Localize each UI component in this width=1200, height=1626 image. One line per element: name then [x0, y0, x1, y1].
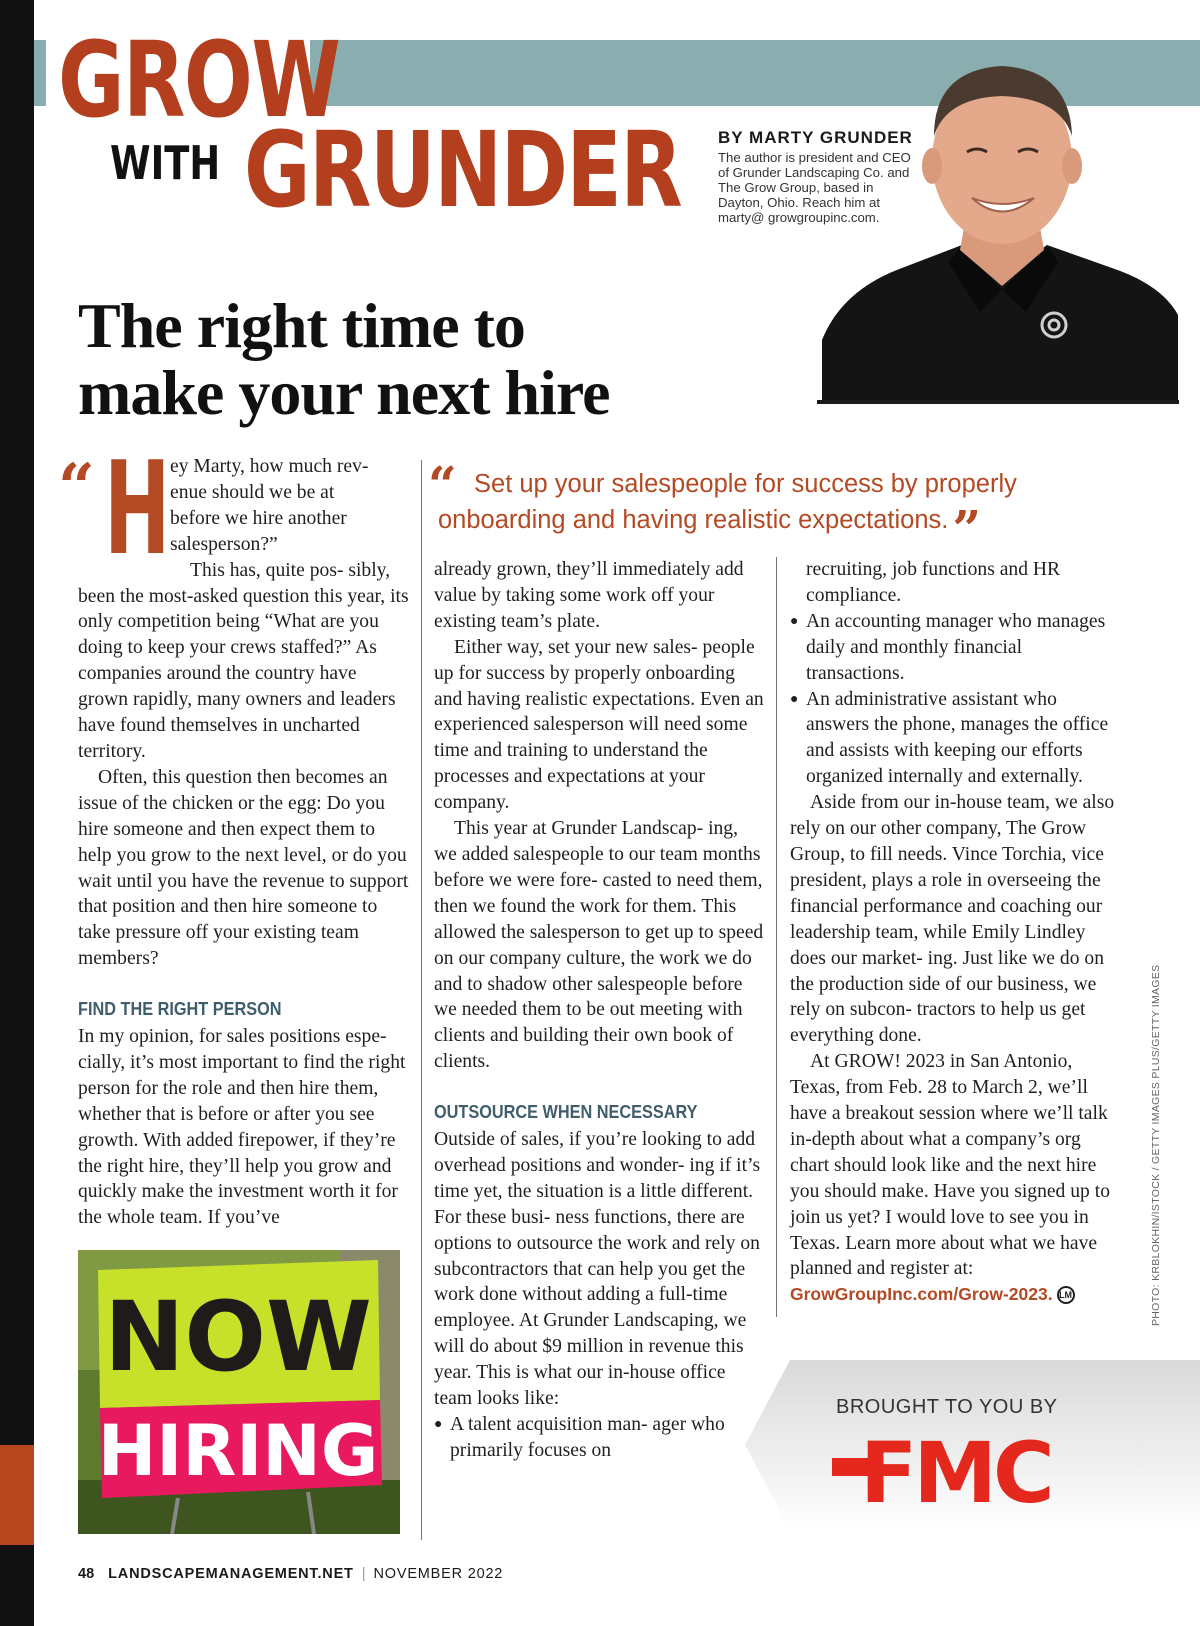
- photo-credit: PHOTO: KRBLOKHIN/ISTOCK / GETTY IMAGES PLUS/GETTY IMAGES: [1150, 964, 1162, 1326]
- author-byline: BY MARTY GRUNDER: [718, 128, 913, 147]
- section-heading: OUTSOURCE WHEN NECESSARY: [434, 1101, 698, 1123]
- body-paragraph: In my opinion, for sales positions espe- cially, it’s most important to find the right person for the role and then hire them, whether that is before or after you see growth. With added firepower, if they’re the right hire, they’ll help you grow and quickly make the investment worth it for the whole team. If you’ve: [78, 1026, 406, 1229]
- lead-line: before we hire another: [170, 507, 347, 529]
- article-headline: [78, 292, 798, 426]
- lm-end-mark-icon: LM: [1057, 1286, 1075, 1304]
- section-heading: FIND THE RIGHT PERSON: [78, 998, 282, 1020]
- body-paragraph: Aside from our in-house team, we also rely on our other company, The Grow Group, to fill needs. Vince Torchia, vice president, plays a role in overseeing the financial performance and coaching our leadership team, while Emily Lindley does our market- ing. Just like we do on the production side of our business, we rely on subcon- tractors to help us get everything done.: [790, 792, 1115, 1047]
- body-paragraph: Often, this question then becomes an issue of the chicken or the egg: Do you hire someone and then expect them to help you grow to the next level, or do you wait until you have the revenue to support that position and then hire someone to take pressure off your existing team members?: [78, 766, 409, 970]
- left-edge-accent: [0, 1445, 34, 1545]
- headline-line-1: The right time to: [78, 290, 525, 361]
- now-hiring-sign-photo: [78, 1250, 400, 1534]
- article-column-3: [790, 557, 1116, 1308]
- masthead-grunder: GRUNDER: [244, 109, 682, 231]
- fmc-logo: [832, 1430, 1052, 1510]
- author-portrait: [822, 40, 1178, 402]
- headline-line-2: make your next hire: [78, 357, 610, 428]
- sign-text-hiring: HIRING: [97, 1410, 379, 1492]
- footer-date: NOVEMBER 2022: [373, 1566, 504, 1582]
- lead-paragraph: [78, 454, 410, 558]
- lead-line: salesperson?”: [170, 533, 278, 555]
- masthead-band-left: [34, 40, 46, 106]
- body-paragraph: Either way, set your new sales- people up for success by properly onboarding and having realistic expectations. Even an experienced salesperson will need some time and training to understand the processes and expectations at your company.: [434, 636, 764, 814]
- pull-quote: “ Set up your salespeople for success by properly onboarding and having realistic expectations.”: [428, 455, 1017, 558]
- author-bio: The author is president and CEO of Grunder Landscaping Co. and The Grow Group, based in Dayton, Ohio. Reach him at marty@ growgroupinc.com.: [718, 150, 911, 225]
- body-paragraph: already grown, they’ll immediately add value by taking some work off your existing team’s plate.: [434, 559, 744, 632]
- footer-site[interactable]: LANDSCAPEMANAGEMENT.NET: [108, 1566, 354, 1582]
- bullet-list: [790, 609, 1116, 790]
- body-paragraph: Outside of sales, if you’re looking to add overhead positions and wonder- ing if it’s time yet, the situation is a little different. For these busi- ness functions, there are options to outsource the work and rely on subcontractors that can help you get the work done without adding a full-time employee. At Grunder Landscaping, we will do about $9 million in revenue this year. This is what our in-house office team looks like:: [434, 1129, 761, 1410]
- masthead-grow: GROW: [58, 19, 340, 141]
- pull-quote-text: Set up your salespeople for success by properly onboarding and having realistic expectations.: [438, 470, 1017, 534]
- page-footer: [78, 1566, 503, 1582]
- dropcap-letter: H: [104, 435, 171, 584]
- list-item-continued: recruiting, job functions and HR compliance.: [806, 559, 1061, 606]
- body-paragraph: At GROW! 2023 in San Antonio, Texas, from Feb. 28 to March 2, we’ll have a breakout session where we’ll talk in-depth about what a company’s org chart should look like and the next hire you should make. Have you signed up to join us yet? I would love to see you in Texas. Learn more about what we have planned and register at:: [790, 1051, 1110, 1280]
- open-quote-icon: “: [428, 455, 457, 514]
- sponsor-label: BROUGHT TO YOU BY: [836, 1396, 1058, 1418]
- sign-text-now: NOW: [104, 1281, 372, 1393]
- body-paragraph: This has, quite pos- sibly, been the most-asked question this year, its only competition being “What are you doing to keep your crews staffed?” As companies around the country have grown rapidly, many owners and leaders have found themselves in uncharted territory.: [78, 559, 409, 762]
- fmc-wordmark: FMC: [860, 1430, 1051, 1510]
- list-item: ● An accounting manager who manages daily and monthly financial transactions.: [790, 609, 1116, 687]
- column-rule-2: [776, 557, 777, 1317]
- bullet-list: [434, 1412, 764, 1464]
- left-edge-bar: [0, 0, 34, 1626]
- article-column-1: [78, 435, 410, 1231]
- page-number: 48: [78, 1566, 95, 1582]
- body-paragraph: This year at Grunder Landscap- ing, we added salespeople to our team months before we were fore- casted to need them, then we found the work for them. This allowed the salesperson to get up to speed on our company culture, the work we do and to shadow other salespeople before we needed them to be out meeting with clients and building their own book of clients.: [434, 818, 764, 1073]
- portrait-rule: [817, 400, 1179, 404]
- column-rule-1: [421, 460, 422, 1540]
- lead-line: enue should we be at: [170, 481, 335, 503]
- list-item: ● An administrative assistant who answers the phone, manages the office and assists with keeping our efforts organized internally and externally.: [790, 687, 1116, 791]
- lead-line: ey Marty, how much rev-: [170, 456, 369, 477]
- dropcap-quote-icon: “: [58, 450, 95, 525]
- footer-separator: |: [361, 1566, 366, 1582]
- masthead-with: WITH: [110, 136, 221, 190]
- list-item: ● A talent acquisition man- ager who primarily focuses on: [434, 1412, 764, 1464]
- registration-link[interactable]: GrowGroupInc.com/Grow-2023.: [790, 1284, 1053, 1305]
- article-column-2: [434, 557, 764, 1464]
